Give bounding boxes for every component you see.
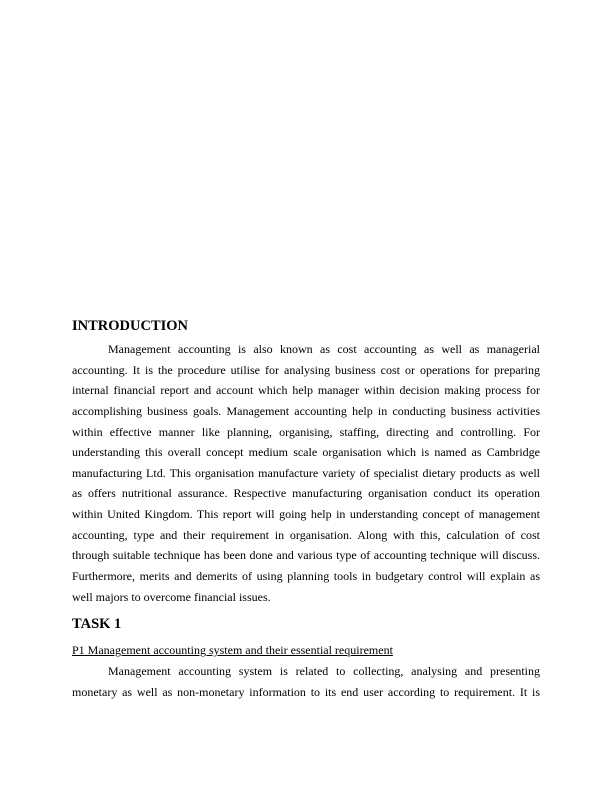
paragraph-line: well majors to overcome financial issues. bbox=[72, 589, 271, 604]
paragraph-line: within effective manner like planning, organising, staffing, directing and controlling. For bbox=[72, 424, 540, 439]
paragraph-line: Furthermore, merits and demerits of using planning tools in budgetary control will explain as bbox=[72, 569, 540, 584]
paragraph-line: Management accounting system is related to collecting, analysing and presenting bbox=[108, 663, 540, 678]
introduction-paragraph bbox=[72, 339, 540, 607]
paragraph-line: accomplishing business goals. Management accounting help in conducting business activities bbox=[72, 403, 540, 418]
paragraph-line: through suitable technique has been done and various type of accounting technique will discuss. bbox=[72, 548, 540, 563]
paragraph-line: within United Kingdom. This report will going help in understanding concept of management bbox=[72, 507, 540, 522]
document-page bbox=[72, 316, 540, 702]
paragraph-line: manufacturing Ltd. This organisation manufacture variety of specialist dietary products as well bbox=[72, 465, 540, 480]
paragraph-line: accounting, type and their requirement in organisation. Along with this, calculation of cost bbox=[72, 527, 540, 542]
paragraph-line: monetary as well as non-monetary information to its end user according to requirement. It is bbox=[72, 684, 540, 699]
paragraph-line: as offers nutritional assurance. Respective manufacturing organisation conduct its operation bbox=[72, 486, 540, 501]
paragraph-line: understanding this overall concept medium scale organisation which is named as Cambridge bbox=[72, 445, 540, 460]
p1-subheading: P1 Management accounting system and their essential requirement bbox=[72, 643, 393, 658]
paragraph-line: Management accounting is also known as cost accounting as well as managerial bbox=[108, 342, 540, 356]
introduction-heading: INTRODUCTION bbox=[72, 318, 189, 334]
task1-heading: TASK 1 bbox=[72, 616, 122, 633]
paragraph-line: internal financial report and account which help manager within decision making process for bbox=[72, 383, 540, 398]
paragraph-line: accounting. It is the procedure utilise for analysing business cost or operations for preparing bbox=[72, 362, 540, 377]
task1-paragraph bbox=[72, 661, 540, 702]
